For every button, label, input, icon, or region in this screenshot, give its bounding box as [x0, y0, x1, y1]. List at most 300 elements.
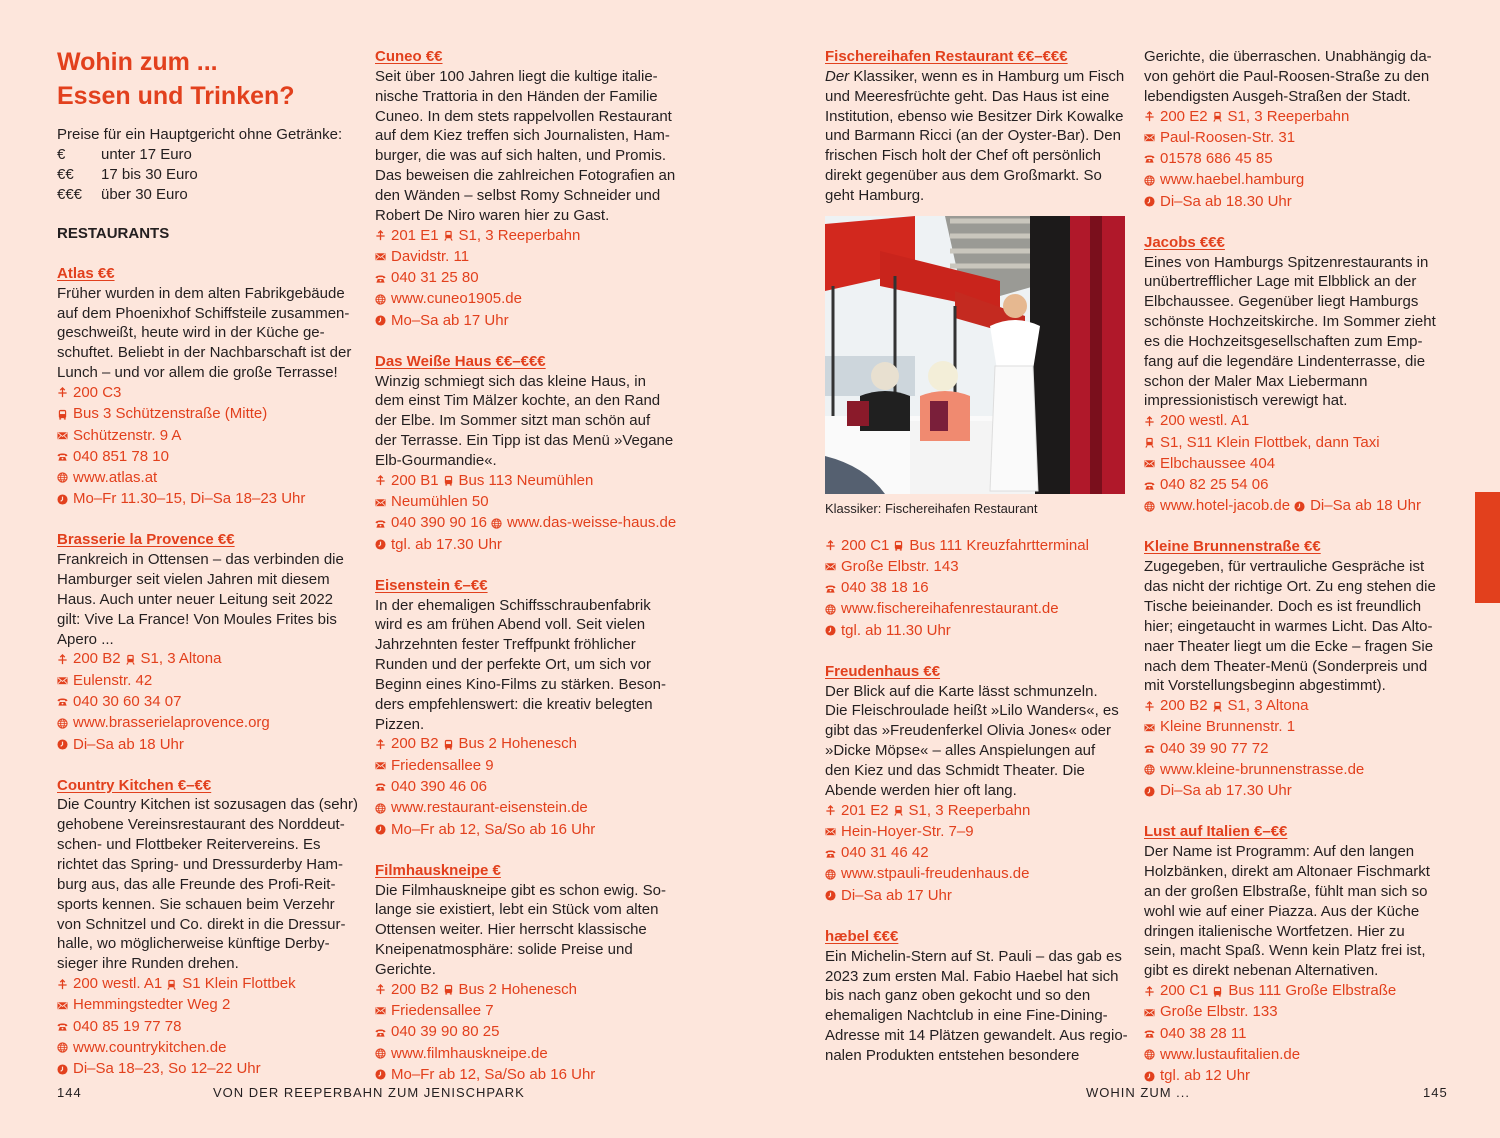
info-web[interactable]: [1144, 760, 1364, 780]
info-line: [375, 777, 685, 798]
description-text: In der ehemaligen Schiffsschraubenfabrik wird es am frühen Abend voll. Seit vielen Jahrzehnten fester Treffpunkt fröhlicher Runden und der perfekte Ort, um sich vor Beginn eines Kino-Films zu stärken. Beson- ders empfehlenswert: die kreativ belegten Pizzen.: [375, 596, 666, 733]
info-bus: [443, 471, 594, 491]
info-text: 040 39 90 80 25: [391, 1023, 500, 1041]
map-ref-icon: [57, 387, 73, 398]
info-text: 040 31 46 42: [841, 844, 929, 862]
info-text: 200 B1: [391, 471, 439, 489]
info-train: [893, 801, 1031, 821]
info-line: [1144, 760, 1454, 781]
info-mail: [57, 995, 230, 1015]
restaurant-entry: [1144, 822, 1454, 1087]
info-line: [57, 426, 367, 447]
info-text: tgl. ab 17.30 Uhr: [391, 535, 502, 553]
info-line: [1144, 1066, 1454, 1087]
clock-icon: [825, 890, 841, 901]
phone-icon: [1144, 743, 1160, 754]
phone-icon: [1144, 480, 1160, 491]
info-line: [375, 226, 685, 247]
info-text: Bus 111 Große Elbstraße: [1228, 982, 1397, 1000]
restaurant-entry: [825, 536, 1135, 642]
info-web[interactable]: [375, 289, 522, 309]
info-line: [825, 864, 1135, 885]
info-map-ref: [57, 383, 121, 403]
restaurant-title[interactable]: Jacobs €€€: [1144, 233, 1225, 251]
info-phone: [825, 578, 929, 598]
info-text: Di–Sa 18–23, So 12–22 Uhr: [73, 1060, 261, 1078]
price-range: unter 17 Euro: [101, 145, 192, 163]
info-line: [57, 447, 367, 468]
info-line: [825, 886, 1135, 907]
info-line: [1144, 717, 1454, 738]
info-line: [375, 1022, 685, 1043]
map-ref-icon: [57, 654, 73, 665]
info-line: [1144, 475, 1454, 496]
info-text: Mo–Fr ab 12, Sa/So ab 16 Uhr: [391, 820, 596, 838]
info-text: www.stpauli-freudenhaus.de: [841, 865, 1030, 883]
restaurant-entry: [1144, 537, 1454, 802]
mail-icon: [1144, 1007, 1160, 1018]
info-text: Friedensallee 7: [391, 1001, 494, 1019]
info-line: [825, 843, 1135, 864]
info-line: [825, 822, 1135, 843]
info-text: S1, S11 Klein Flottbek, dann Taxi: [1160, 433, 1380, 451]
info-line: [1144, 1024, 1454, 1045]
price-row: [57, 165, 198, 185]
info-train: [1212, 696, 1309, 716]
restaurant-title[interactable]: Das Weiße Haus €€–€€€: [375, 352, 546, 370]
info-text: Bus 113 Neumühlen: [458, 471, 594, 489]
info-phone: [375, 268, 479, 288]
info-web[interactable]: [57, 713, 270, 733]
info-mail: [375, 756, 494, 776]
info-line: [375, 756, 685, 777]
restaurant-title[interactable]: Fischereihafen Restaurant €€–€€€: [825, 48, 1068, 65]
phone-icon: [1144, 153, 1160, 164]
restaurant-description: [375, 67, 685, 226]
train-icon: [1144, 437, 1160, 448]
mail-icon: [57, 430, 73, 441]
phone-icon: [57, 696, 73, 707]
spacer: [825, 642, 1135, 662]
running-head-left: VON DER REEPERBAHN ZUM JENISCHPARK: [213, 1085, 525, 1100]
info-map-ref: [375, 980, 439, 1000]
clock-icon: [375, 539, 391, 550]
spacer: [57, 756, 367, 776]
web-icon: [375, 294, 391, 305]
restaurant-title[interactable]: Eisenstein €–€€: [375, 576, 488, 594]
info-text: tgl. ab 12 Uhr: [1160, 1067, 1251, 1085]
info-line: [57, 404, 367, 425]
info-text: 200 B2: [73, 650, 121, 668]
info-text: 200 C1: [1160, 982, 1209, 1000]
phone-icon: [57, 451, 73, 462]
info-map-ref: [375, 226, 439, 246]
description-text: Zugegeben, für vertrauliche Gespräche ist das nicht der richtige Ort. Zu eng stehen die Tische beieinander. Doch es ist freundlich hier; eingetaucht in warmes Licht. Das Alto- naer Theater liegt um die Ecke – fragen Sie nach dem Theater-Menü (Sonderpreis und mit Vorstellungsbeginn abgestimmt).: [1144, 558, 1436, 695]
description-text: Die Country Kitchen ist sozusagen das (sehr) gehobene Vereinsrestaurant des Norddeut- schen- und Flottbeker Reitervereins. Es richtet das Spring- und Dressurderby Ham- burg aus, das alle Freunde des Profi-Reit- sports kennen. Sie schauen beim Verzehr von Schnitzel und Co. direkt in die Dressur- halle, wo möglicherweise künftige Derby- sieger ihre Runden drehen.: [57, 796, 358, 973]
info-text: Hein-Hoyer-Str. 7–9: [841, 822, 974, 840]
map-ref-icon: [1144, 111, 1160, 122]
info-web[interactable]: [57, 468, 157, 488]
description-text: Seit über 100 Jahren liegt die kultige italie- nische Trattoria in den Händen der Familie Cuneo. In dem stets rappelvollen Restaurant auf dem Kiez treffen sich Journalisten, Ham- burger, die was auf sich halten, und Promis. Das beweisen die zahlreichen Fotografien an den Wänden – selbst Romy Schneider und Robert De Niro waren hier zu Gast.: [375, 67, 676, 224]
info-text: 200 B2: [391, 735, 439, 753]
page-number-right: 145: [1423, 1085, 1448, 1100]
map-ref-icon: [825, 540, 841, 551]
spacer: [1144, 803, 1454, 823]
info-text: www.hotel-jacob.de: [1160, 497, 1291, 515]
info-mail: [57, 671, 152, 691]
info-train: [125, 649, 222, 669]
info-line: [375, 311, 685, 332]
info-text: Di–Sa ab 17.30 Uhr: [1160, 782, 1292, 800]
restaurant-title[interactable]: Cuneo €€: [375, 48, 443, 65]
train-icon: [1212, 111, 1228, 122]
info-line: [375, 798, 685, 819]
info-text: www.brasserielaprovence.org: [73, 714, 270, 732]
info-mail: [375, 1001, 494, 1021]
info-line: [375, 535, 685, 556]
clock-icon: [375, 824, 391, 835]
info-line: [1144, 696, 1454, 717]
description-text: Frankreich in Ottensen – das verbinden die Hamburger seit vielen Jahren mit diesem Haus. Auch unter neuer Leitung seit 2022 gilt: Vive La France! Von Moules Frites bis Apero ...: [57, 551, 344, 648]
train-icon: [125, 654, 141, 665]
map-ref-icon: [375, 230, 391, 241]
info-text: 201 E1: [391, 226, 439, 244]
info-phone: [57, 447, 169, 467]
map-ref-icon: [375, 475, 391, 486]
map-ref-icon: [375, 739, 391, 750]
info-mail: [825, 557, 959, 577]
info-line: [375, 734, 685, 755]
info-phone: [1144, 739, 1268, 759]
mail-icon: [825, 561, 841, 572]
info-line: [1144, 192, 1454, 213]
info-line: [825, 578, 1135, 599]
description-text: Der Blick auf die Karte lässt schmunzeln. Die Fleischroulade heißt »Lilo Wanders«, es gibt das »Freudenferkel Olivia Jones« oder »Dicke Möpse« – alles Anspielungen auf den Kiez und das Schmidt Theater. Die Abende werden hier oft lang.: [825, 682, 1119, 799]
info-text: www.kleine-brunnenstrasse.de: [1160, 761, 1365, 779]
map-ref-icon: [1144, 416, 1160, 427]
bus-icon: [57, 409, 73, 420]
web-icon: [375, 1048, 391, 1059]
info-text: 040 85 19 77 78: [73, 1017, 182, 1035]
restaurant-title[interactable]: Filmhauskneipe €: [375, 861, 501, 879]
bus-icon: [443, 475, 459, 486]
info-line: [1144, 981, 1454, 1002]
info-line: [57, 1038, 367, 1059]
info-text: tgl. ab 11.30 Uhr: [841, 621, 951, 639]
section-heading: Wohin zum ... Essen und Trinken?: [57, 48, 295, 110]
spacer: [825, 907, 1135, 927]
info-web[interactable]: [1144, 1045, 1300, 1065]
info-mail: [1144, 128, 1295, 148]
mail-icon: [375, 760, 391, 771]
page-number-left: 144: [57, 1085, 82, 1100]
info-text: www.lustaufitalien.de: [1160, 1045, 1301, 1063]
info-phone: [57, 1017, 181, 1037]
spacer: [375, 556, 685, 576]
restaurant-description: [1144, 557, 1454, 696]
info-line: [375, 471, 685, 492]
info-text: www.atlas.at: [73, 469, 158, 487]
info-bus: [443, 734, 577, 754]
clock-icon: [57, 1064, 73, 1075]
info-text: www.das-weisse-haus.de: [506, 514, 677, 532]
info-line: [825, 801, 1135, 822]
info-web[interactable]: [375, 798, 588, 818]
restaurant-description: [57, 284, 367, 383]
price-legend: [57, 145, 198, 205]
info-line: [57, 649, 367, 670]
info-line: [375, 247, 685, 268]
info-text: 040 30 60 34 07: [73, 693, 182, 710]
restaurant-title[interactable]: Kleine Brunnenstraße €€: [1144, 538, 1321, 556]
info-text: 200 westl. A1: [73, 975, 163, 993]
info-map-ref: [1144, 696, 1208, 716]
info-line: [375, 1065, 685, 1086]
info-text: 200 westl. A1: [1160, 412, 1250, 430]
restaurant-description: [825, 682, 1135, 801]
restaurant-entry: [57, 530, 367, 755]
info-mail: [825, 822, 974, 842]
restaurant-description: [825, 67, 1135, 206]
info-phone: [1144, 149, 1273, 169]
restaurant-title[interactable]: Lust auf Italien €–€€: [1144, 823, 1288, 841]
info-text: Di–Sa ab 18 Uhr: [1310, 497, 1421, 515]
clock-icon: [375, 315, 391, 326]
info-mail: [1144, 717, 1295, 737]
web-icon: [1144, 175, 1160, 186]
info-text: S1, 3 Reeperbahn: [458, 226, 581, 244]
restaurant-title[interactable]: hæbel €€€: [825, 927, 899, 945]
restaurant-entry: [1144, 47, 1454, 213]
map-ref-icon: [1144, 701, 1160, 712]
phone-icon: [825, 583, 841, 594]
price-symbol: €: [57, 145, 66, 163]
web-icon: [1144, 501, 1160, 512]
map-ref-icon: [57, 979, 73, 990]
info-line: [1144, 781, 1454, 802]
info-text: 200 C1: [841, 536, 890, 554]
info-phone: [825, 843, 929, 863]
info-text: www.fischereihafenrestaurant.de: [841, 600, 1059, 618]
phone-icon: [57, 1021, 73, 1032]
clock-icon: [375, 1069, 391, 1080]
map-ref-icon: [1144, 986, 1160, 997]
info-train: [443, 226, 581, 246]
info-line: [57, 671, 367, 692]
info-phone: [1144, 475, 1268, 495]
info-text: www.filmhauskneipe.de: [391, 1044, 548, 1062]
info-phone: [375, 777, 487, 797]
info-map-ref: [1144, 107, 1208, 127]
info-map-ref: [57, 649, 121, 669]
train-icon: [166, 979, 182, 990]
info-text: 01578 686 45 85: [1160, 150, 1273, 168]
column-2: [375, 47, 685, 1086]
bus-icon: [893, 540, 909, 551]
info-web[interactable]: [825, 864, 1029, 884]
info-phone: [375, 513, 487, 533]
price-symbol: €€€: [57, 185, 83, 203]
info-text: Hemmingstedter Weg 2: [73, 996, 231, 1014]
restaurant-title[interactable]: Atlas €€: [57, 264, 115, 282]
info-line: [375, 289, 685, 310]
info-train: [1212, 107, 1350, 127]
info-clock: [1144, 192, 1292, 212]
info-text: Bus 2 Hohenesch: [458, 980, 577, 998]
info-line: [1144, 107, 1454, 128]
bus-icon: [443, 739, 459, 750]
spacer: [57, 244, 367, 264]
info-line: [1144, 739, 1454, 760]
info-text: Bus 2 Hohenesch: [458, 735, 577, 753]
info-web[interactable]: [1144, 170, 1304, 190]
info-text: Mo–Sa ab 17 Uhr: [391, 311, 509, 329]
restaurant-terrace-photo: [825, 216, 1125, 494]
info-text: Paul-Roosen-Str. 31: [1160, 128, 1296, 146]
web-icon: [57, 1042, 73, 1053]
map-ref-icon: [825, 805, 841, 816]
info-train: [1144, 433, 1380, 453]
info-map-ref: [1144, 411, 1249, 431]
info-line: [57, 489, 367, 510]
info-line: [1144, 411, 1454, 432]
spacer: [57, 511, 367, 531]
clock-icon: [1294, 501, 1310, 512]
info-mail: [1144, 454, 1275, 474]
info-line: [1144, 1045, 1454, 1066]
info-mail: [1144, 1002, 1278, 1022]
phone-icon: [375, 518, 391, 529]
info-text: 040 38 28 11: [1160, 1024, 1247, 1042]
spacer: [1144, 518, 1454, 538]
restaurant-entry: [825, 927, 1135, 1066]
info-clock: [1144, 1066, 1250, 1086]
info-web[interactable]: [1144, 496, 1290, 516]
info-line: [57, 1017, 367, 1038]
phone-icon: [375, 273, 391, 284]
info-clock: [825, 621, 951, 641]
info-line: [57, 735, 367, 756]
info-line: [825, 599, 1135, 620]
info-clock: [375, 535, 502, 555]
restaurant-description: [57, 795, 367, 974]
mail-icon: [1144, 132, 1160, 143]
info-text: 200 B2: [1160, 697, 1208, 715]
info-line: [825, 557, 1135, 578]
info-line: [825, 536, 1135, 557]
map-ref-icon: [375, 984, 391, 995]
info-web[interactable]: [57, 1038, 226, 1058]
price-intro: Preise für ein Hauptgericht ohne Getränke:: [57, 126, 343, 143]
info-bus: [57, 404, 267, 424]
info-line: [57, 1059, 367, 1080]
info-web[interactable]: [375, 1044, 548, 1064]
restaurant-title[interactable]: Country Kitchen €–€€: [57, 776, 212, 794]
phone-icon: [375, 781, 391, 792]
info-text: Davidstr. 11: [391, 247, 470, 265]
restaurant-entry: [57, 264, 367, 511]
running-head-right: WOHIN ZUM ...: [1086, 1085, 1190, 1100]
web-icon: [825, 604, 841, 615]
info-line: [57, 468, 367, 489]
info-line: [57, 995, 367, 1016]
restaurant-entry: [825, 662, 1135, 907]
train-icon: [1212, 701, 1228, 712]
description-text: Gerichte, die überraschen. Unabhängig da- von gehört die Paul-Roosen-Straße zu den lebendigsten Ausgeh-Straßen der Stadt.: [1144, 48, 1432, 105]
info-map-ref: [57, 974, 162, 994]
description-text: Winzig schmiegt sich das kleine Haus, in dem einst Tim Mälzer kochte, an den Rand der Elbe. Im Sommer sitzt man schön auf der Terrasse. Ein Tipp ist das Menü »Vegane Elb-Gourmandie«.: [375, 372, 674, 469]
restaurant-title[interactable]: Freudenhaus €€: [825, 662, 941, 680]
category-label: RESTAURANTS: [57, 225, 170, 243]
info-map-ref: [1144, 981, 1208, 1001]
bus-icon: [1212, 986, 1228, 997]
info-text: 200 C3: [73, 383, 122, 401]
mail-icon: [825, 826, 841, 837]
price-range: 17 bis 30 Euro: [101, 165, 198, 183]
web-icon: [1144, 1049, 1160, 1060]
price-range: über 30 Euro: [101, 185, 188, 203]
info-phone: [1144, 1024, 1246, 1044]
info-bus: [1212, 981, 1396, 1001]
description-text: Klassiker, wenn es in Hamburg um Fisch und Meeresfrüchte geht. Das Haus ist eine Institution, ebenso wie Besitzer Dirk Kowalke und Barmann Ricci (an der Oyster-Bar). Den frischen Fisch holt der Chef oft persönlich direkt gegenüber aus dem Großmarkt. So geht Hamburg.: [825, 67, 1125, 204]
info-text: Neumühlen 50: [391, 493, 489, 511]
info-text: www.restaurant-eisenstein.de: [391, 799, 588, 817]
info-text: 040 38 18 16: [841, 579, 929, 597]
clock-icon: [1144, 786, 1160, 797]
restaurant-description: [375, 372, 685, 471]
description-text: Eines von Hamburgs Spitzenrestaurants in unübertrefflicher Lage mit Elbblick an der Elbchaussee. Gegenüber liegt Hamburgs schönste Hochzeitskirche. Im Sommer zieht es die Hochzeitsgesellschaften zum Emp- fang auf die legendäre Lindenterrasse, die schon der Maler Max Liebermann impressionistisch verewigt hat.: [1144, 253, 1436, 410]
description-text: Der Name ist Programm: Auf den langen Holzbänken, direkt am Altonaer Fischmarkt an der großen Elbstraße, fühlt man sich so wohl wie auf einer Piazza. Aus der Küche dringen italienische Wortfetzen. Hier zu sein, macht Spaß. Wenn kein Platz frei ist, gibt es direkt nebenan Alternativen.: [1144, 843, 1430, 980]
description-text: Ein Michelin-Stern auf St. Pauli – das gab es 2023 zum ersten Mal. Fabio Haebel hat sich bis nach ganz oben gekocht und so den ehemaligen Nachtclub in eine Fine-Dining- Adresse mit 14 Plätzen gewandelt. Aus regio- nalen Produkten entstehen besondere: [825, 947, 1128, 1064]
info-line: [375, 980, 685, 1001]
info-text: Di–Sa ab 17 Uhr: [841, 886, 952, 904]
info-line: [1144, 1002, 1454, 1023]
info-web[interactable]: [825, 599, 1059, 619]
clock-icon: [57, 739, 73, 750]
info-line: [1144, 433, 1454, 454]
restaurant-entry: [57, 776, 367, 1081]
info-text: Große Elbstr. 133: [1160, 1003, 1278, 1021]
price-row: [57, 185, 198, 205]
chapter-thumb-tab: [1475, 492, 1500, 603]
info-train: [166, 974, 295, 994]
info-map-ref: [375, 471, 439, 491]
web-icon: [825, 869, 841, 880]
info-clock: [375, 820, 595, 840]
web-icon: [375, 803, 391, 814]
info-text: S1, 3 Reeperbahn: [908, 801, 1031, 819]
info-text: Große Elbstr. 143: [841, 557, 959, 575]
info-text: www.countrykitchen.de: [73, 1038, 227, 1056]
clock-icon: [57, 494, 73, 505]
info-line: [1144, 128, 1454, 149]
clock-icon: [1144, 196, 1160, 207]
restaurant-title[interactable]: Brasserie la Provence €€: [57, 531, 235, 549]
mail-icon: [375, 497, 391, 508]
info-text: 040 82 25 54 06: [1160, 476, 1269, 494]
mail-icon: [57, 675, 73, 686]
web-icon: [57, 472, 73, 483]
restaurant-description: [1144, 253, 1454, 412]
info-web[interactable]: [491, 513, 676, 533]
mail-icon: [375, 251, 391, 262]
phone-icon: [1144, 1028, 1160, 1039]
restaurant-entry: [375, 47, 685, 332]
info-clock: [57, 1059, 261, 1079]
train-icon: [443, 230, 459, 241]
restaurant-description: [375, 881, 685, 980]
mail-icon: [375, 1005, 391, 1016]
